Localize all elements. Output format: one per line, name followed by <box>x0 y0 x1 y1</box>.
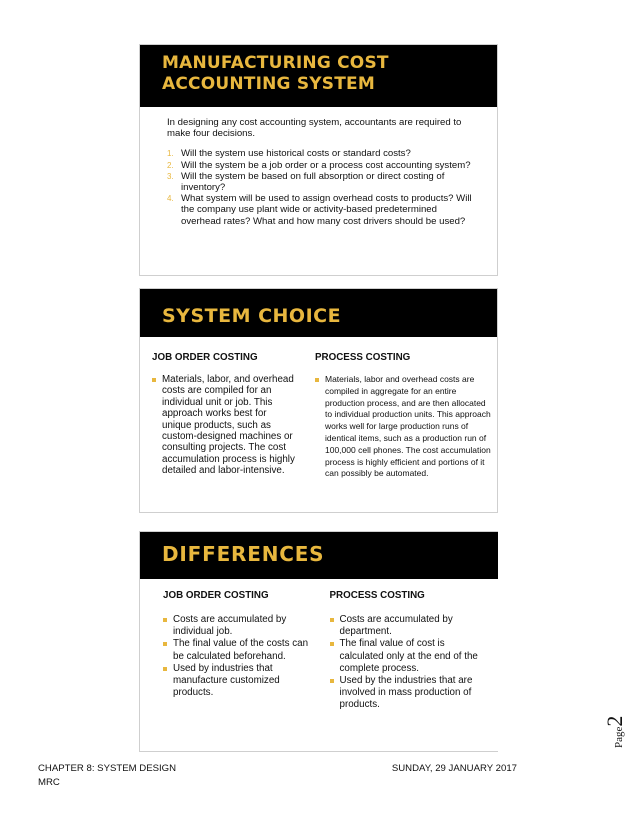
item-number: 1. <box>167 149 174 159</box>
bullet-text: The final value of the costs can be calculated beforehand. <box>173 638 309 662</box>
bullet-list <box>152 374 295 477</box>
column-job-order <box>140 590 327 712</box>
footer-left <box>38 762 176 790</box>
item-number: 2. <box>167 160 174 170</box>
slide-title <box>140 45 497 107</box>
bullet-text: The final value of cost is calculated only at the end of the complete process. <box>339 638 478 674</box>
bullet-text: Materials, labor, and overhead costs are compiled for an individual unit or job. This approach works best for unique products, such as custom-designed machines or consulting projects. The cost accumulation process is highly detailed and labor-intensive. <box>162 374 295 477</box>
two-column-content <box>140 337 497 480</box>
column-process <box>303 352 497 480</box>
list-item <box>330 675 490 712</box>
slide-system-choice <box>139 288 498 513</box>
footer-author: MRC <box>38 777 60 788</box>
column-heading: JOB ORDER COSTING <box>152 352 258 363</box>
square-bullet-icon <box>315 378 319 382</box>
item-number: 3. <box>167 171 174 181</box>
square-bullet-icon <box>152 378 156 382</box>
footer-chapter: CHAPTER 8: SYSTEM DESIGN <box>38 763 177 774</box>
slide-title-line1: MANUFACTURING COST <box>162 53 389 73</box>
slide-body <box>140 107 497 227</box>
list-item <box>330 614 490 638</box>
column-heading: PROCESS COSTING <box>329 590 425 601</box>
list-item <box>163 614 315 638</box>
footer-date: SUNDAY, 29 JANUARY 2017 <box>391 763 517 774</box>
column-job-order <box>140 352 303 480</box>
slide-title: SYSTEM CHOICE <box>140 289 497 337</box>
page-word: Page <box>613 726 625 748</box>
list-item <box>163 663 315 700</box>
decision-list <box>167 148 477 226</box>
two-column-content <box>140 579 498 712</box>
list-item <box>167 148 477 159</box>
square-bullet-icon <box>163 667 167 671</box>
list-item <box>315 374 491 480</box>
item-number: 4. <box>167 194 174 204</box>
page-digit: 2 <box>602 715 627 727</box>
square-bullet-icon <box>330 618 334 622</box>
item-text: Will the system be a job order or a process cost accounting system? <box>181 159 471 171</box>
list-item <box>167 193 477 227</box>
column-heading: JOB ORDER COSTING <box>163 590 269 601</box>
bullet-list <box>330 614 490 712</box>
bullet-text: Used by the industries that are involved in mass production of products. <box>339 675 473 711</box>
slide-manufacturing-cost <box>139 44 498 276</box>
list-item <box>167 171 477 193</box>
intro-text: In designing any cost accounting system, accountants are required to make four decisions. <box>167 117 462 140</box>
bullet-list <box>163 614 315 699</box>
list-item <box>152 374 295 477</box>
list-item <box>163 638 315 662</box>
square-bullet-icon <box>163 642 167 646</box>
bullet-text: Used by industries that manufacture customized products. <box>173 662 280 699</box>
page-number-text <box>602 716 628 748</box>
slide-title-line2: ACCOUNTING SYSTEM <box>162 74 375 94</box>
list-item <box>167 160 477 171</box>
page-number <box>602 688 632 748</box>
column-heading: PROCESS COSTING <box>315 352 411 363</box>
item-text: Will the system be based on full absorption or direct costing of inventory? <box>181 170 445 194</box>
square-bullet-icon <box>163 618 167 622</box>
item-text: Will the system use historical costs or standard costs? <box>181 148 411 160</box>
bullet-text: Materials, labor and overhead costs are compiled in aggregate for an entire production process, and are then allocated to individual production units. This approach works well for large production runs of identical items, such as a production run of 100,000 cell phones. The cost accumulation process is highly efficient and portions of it can possibly be automated. <box>325 374 491 479</box>
column-process <box>327 590 498 712</box>
list-item <box>330 638 490 675</box>
square-bullet-icon <box>330 679 334 683</box>
bullet-list <box>315 374 491 480</box>
slide-differences <box>139 531 498 752</box>
item-text: What system will be used to assign overhead costs to products? Will the company use plant wide or activity-based predetermined overhead rates? What and how many cost drivers should be used? <box>181 193 472 227</box>
square-bullet-icon <box>330 642 334 646</box>
bullet-text: Costs are accumulated by department. <box>339 614 453 638</box>
bullet-text: Costs are accumulated by individual job. <box>173 614 287 638</box>
slide-title: DIFFERENCES <box>140 532 498 579</box>
